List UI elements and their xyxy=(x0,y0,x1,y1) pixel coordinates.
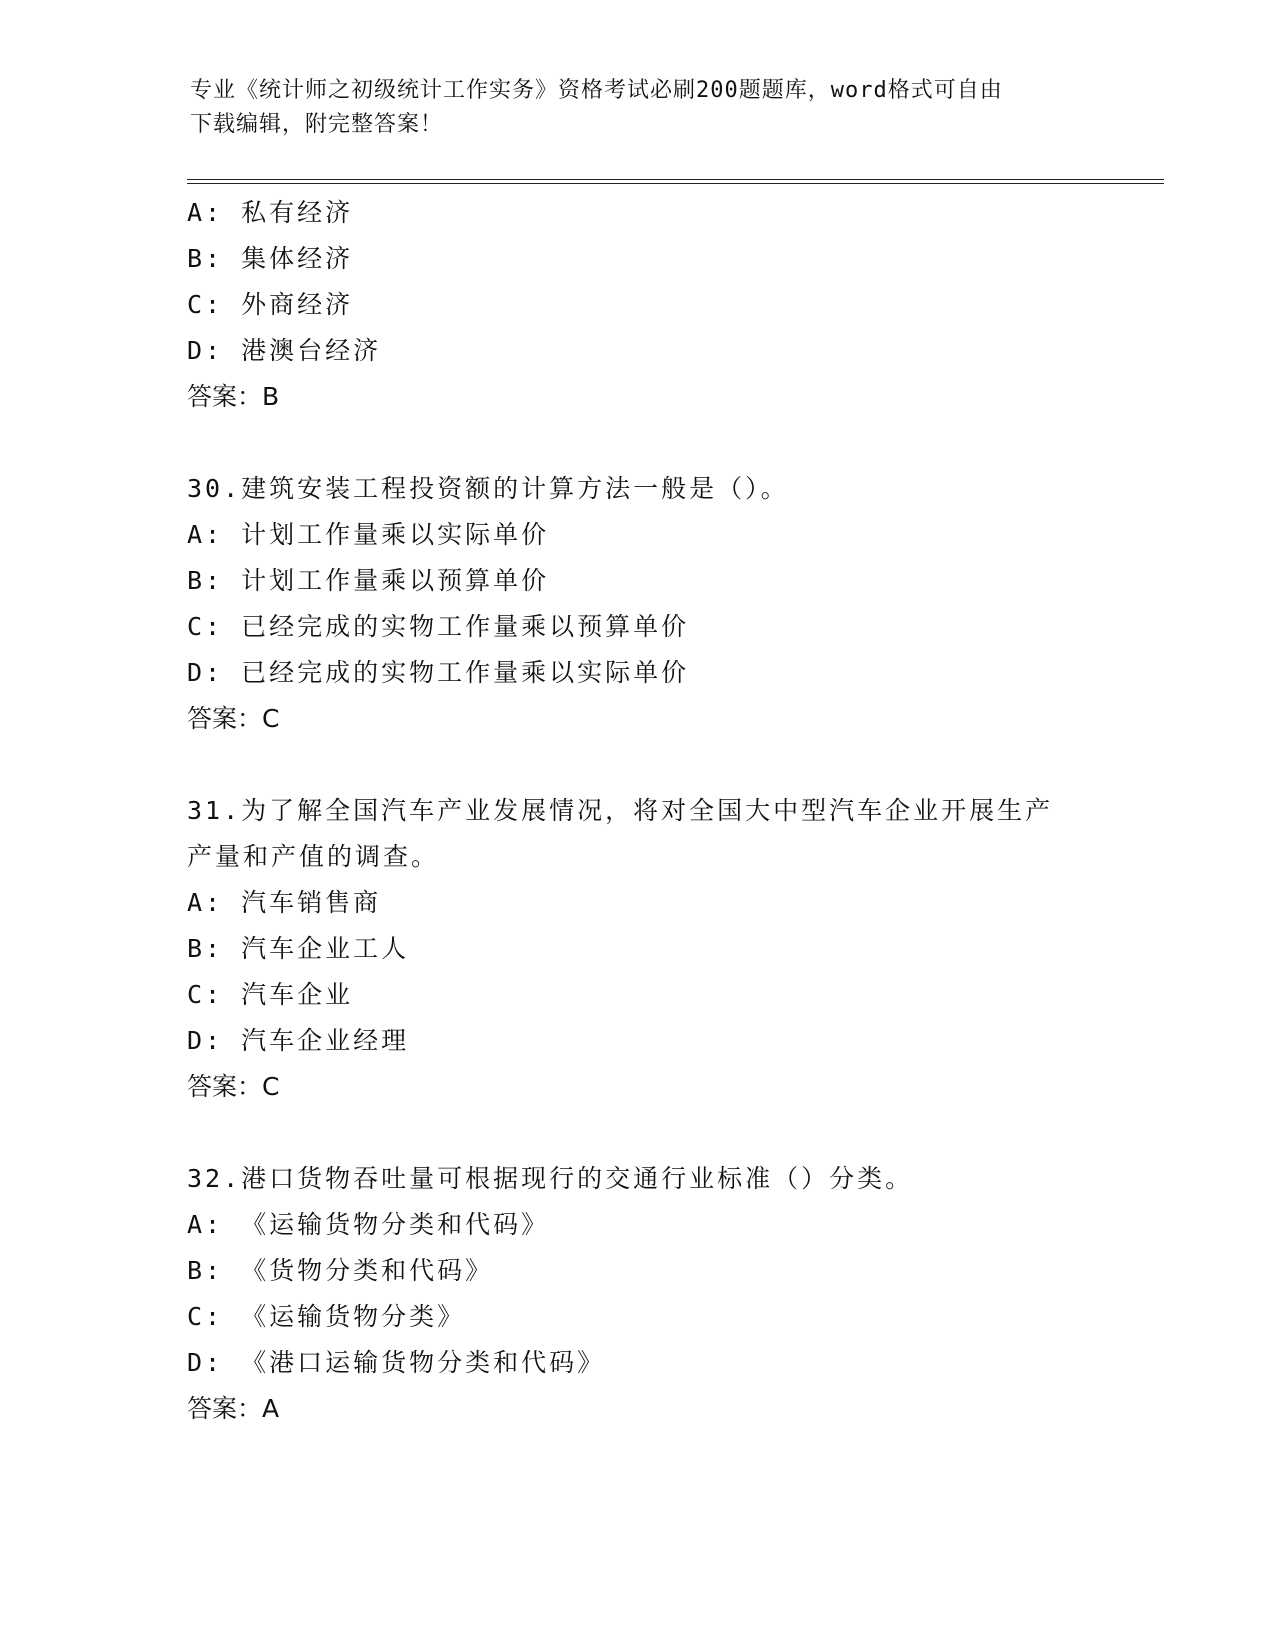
question-stem: 32.港口货物吞吐量可根据现行的交通行业标准（）分类。 xyxy=(187,1164,914,1193)
option-c: C: 《运输货物分类》 xyxy=(187,1302,466,1331)
spacer xyxy=(187,420,1087,466)
option-b: B: 集体经济 xyxy=(187,244,354,273)
question-list xyxy=(187,190,1087,1432)
question-stem-line-1: 31.为了解全国汽车产业发展情况，将对全国大中型汽车企业开展生产 xyxy=(187,796,1054,825)
answer: 答案：B xyxy=(187,382,280,411)
spacer xyxy=(187,1110,1087,1156)
option-c: C: 汽车企业 xyxy=(187,980,354,1009)
option-a: A: 汽车销售商 xyxy=(187,888,382,917)
option-a: A: 《运输货物分类和代码》 xyxy=(187,1210,550,1239)
option-c: C: 已经完成的实物工作量乘以预算单价 xyxy=(187,612,690,641)
header-divider-top xyxy=(187,179,1164,180)
option-b: B: 《货物分类和代码》 xyxy=(187,1256,494,1285)
answer: 答案：A xyxy=(187,1394,280,1423)
question-30 xyxy=(187,466,1087,742)
header-line-2: 下载编辑，附完整答案！ xyxy=(190,112,444,137)
option-a: A: 私有经济 xyxy=(187,198,354,227)
question-stem: 30.建筑安装工程投资额的计算方法一般是（）。 xyxy=(187,474,789,503)
answer: 答案：C xyxy=(187,704,280,733)
option-d: D: 《港口运输货物分类和代码》 xyxy=(187,1348,606,1377)
answer: 答案：C xyxy=(187,1072,280,1101)
option-d: D: 汽车企业经理 xyxy=(187,1026,410,1055)
option-c: C: 外商经济 xyxy=(187,290,354,319)
option-d: D: 港澳台经济 xyxy=(187,336,382,365)
document-header xyxy=(190,74,1090,142)
question-32 xyxy=(187,1156,1087,1432)
header-divider-bottom xyxy=(187,183,1164,184)
option-b: B: 计划工作量乘以预算单价 xyxy=(187,566,550,595)
question-31 xyxy=(187,788,1087,1110)
option-a: A: 计划工作量乘以实际单价 xyxy=(187,520,550,549)
question-stem-line-2: 产量和产值的调查。 xyxy=(187,842,440,871)
option-b: B: 汽车企业工人 xyxy=(187,934,410,963)
option-d: D: 已经完成的实物工作量乘以实际单价 xyxy=(187,658,690,687)
header-line-1: 专业《统计师之初级统计工作实务》资格考试必刷200题题库，word格式可自由 xyxy=(190,78,1003,103)
spacer xyxy=(187,742,1087,788)
question-prev xyxy=(187,190,1087,420)
